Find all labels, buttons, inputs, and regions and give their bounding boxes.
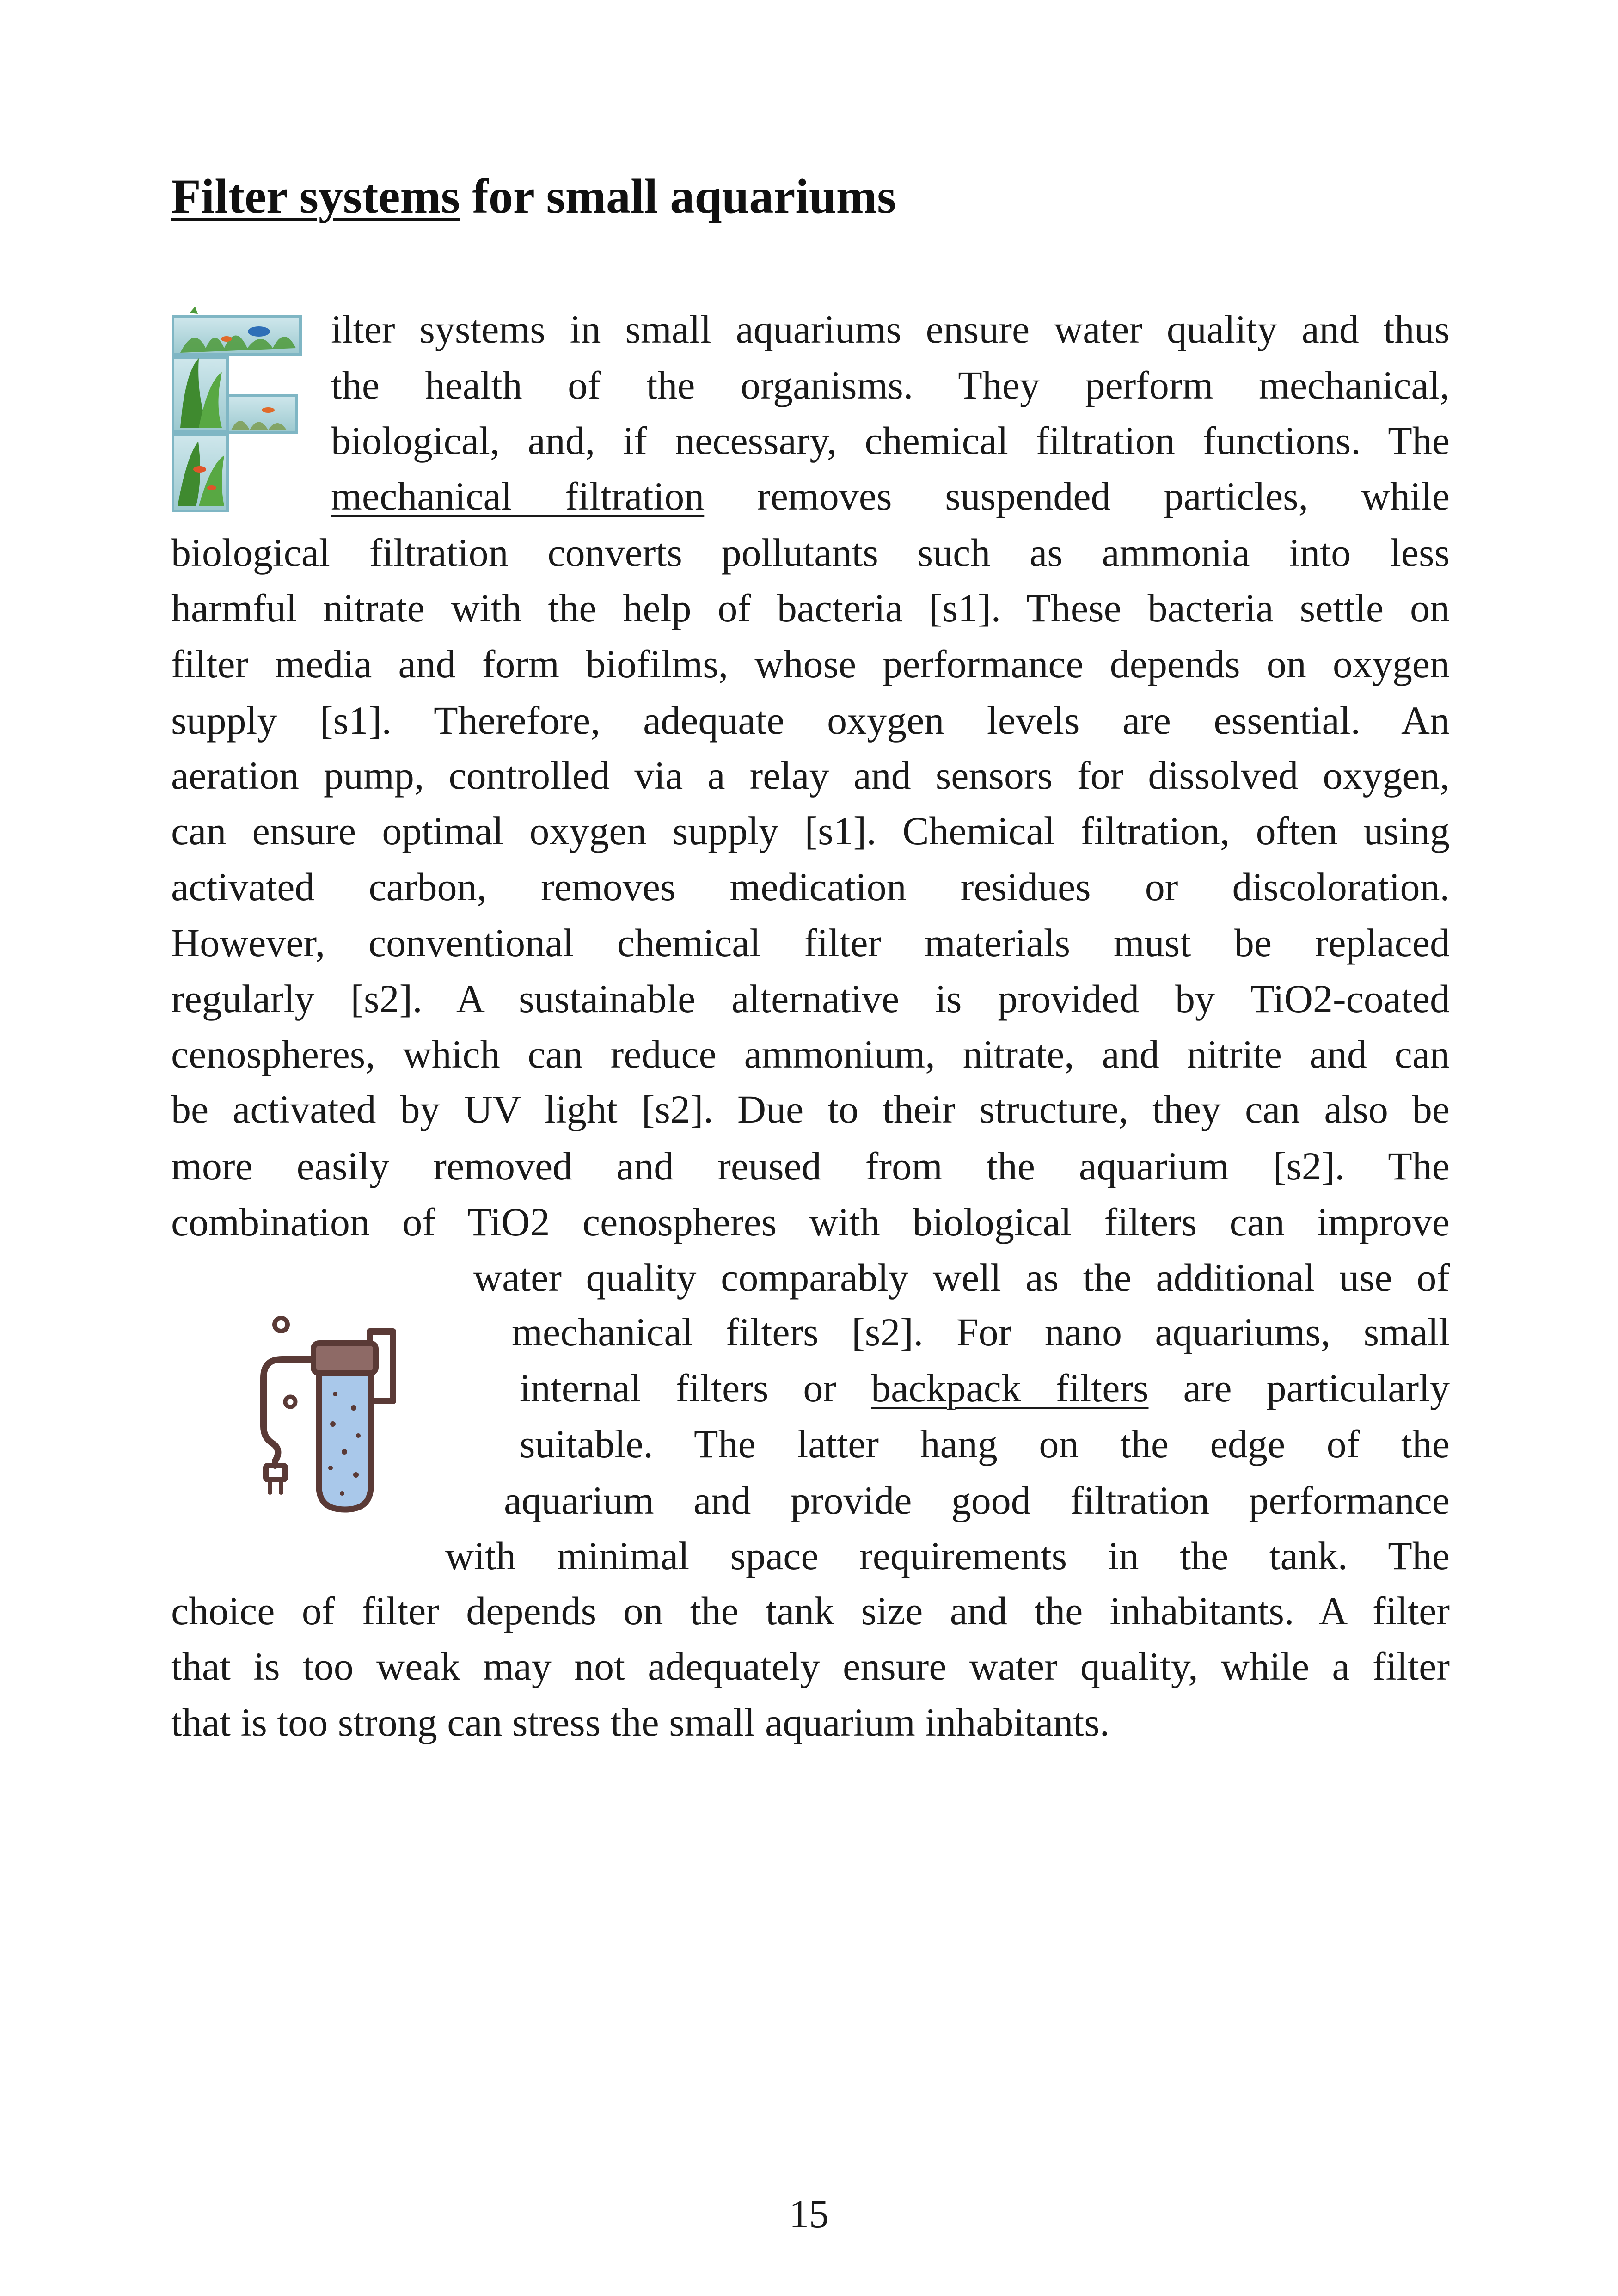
text-line: that is too weak may not adequately ensure water quality, while a filter <box>171 1644 1450 1688</box>
underlined-term: backpack filters <box>871 1366 1149 1410</box>
title-rest: for small aquariums <box>460 169 896 223</box>
text-line: filter media and form biofilms, whose performance depends on oxygen <box>171 642 1450 686</box>
text-line: biological filtration converts pollutants such as ammonia into less <box>171 530 1450 575</box>
text-line: mechanical filtration removes suspended particles, while <box>331 474 1450 518</box>
page-number: 15 <box>789 2192 829 2236</box>
text-line: suitable. The latter hang on the edge of the <box>520 1422 1450 1466</box>
text-line: be activated by UV light [s2]. Due to their structure, they can also be <box>171 1087 1450 1131</box>
aquarium-letter-f-icon <box>171 303 303 513</box>
text-line: activated carbon, removes medication residues or discoloration. <box>171 865 1450 909</box>
text-line: water quality comparably well as the additional use of <box>473 1255 1450 1300</box>
text-line: combination of TiO2 cenospheres with biological filters can improve <box>171 1200 1450 1244</box>
underlined-term: mechanical filtration <box>331 474 705 518</box>
text-line: ilter systems in small aquariums ensure water quality and thus <box>331 307 1450 351</box>
text-line: the health of the organisms. They perform mechanical, <box>331 363 1450 407</box>
text-line: mechanical filters [s2]. For nano aquariums, small <box>512 1310 1450 1354</box>
text-line: choice of filter depends on the tank size and the inhabitants. A filter <box>171 1589 1450 1633</box>
text-line: can ensure optimal oxygen supply [s1]. Chemical filtration, often using <box>171 809 1450 853</box>
text-line: that is too strong can stress the small aquarium inhabitants. <box>171 1700 1110 1744</box>
text-line: internal filters or backpack filters are particularly <box>520 1366 1450 1410</box>
text-line: aeration pump, controlled via a relay and sensors for dissolved oxygen, <box>171 753 1450 798</box>
text-line: with minimal space requirements in the tank. The <box>445 1534 1450 1578</box>
text-line: more easily removed and reused from the aquarium [s2]. The <box>171 1144 1450 1188</box>
aquarium-filter-icon <box>240 1313 411 1516</box>
text-line: cenospheres, which can reduce ammonium, nitrate, and nitrite and can <box>171 1032 1450 1076</box>
text-line: biological, and, if necessary, chemical filtration functions. The <box>331 418 1450 463</box>
text-line: regularly [s2]. A sustainable alternative is provided by TiO2-coated <box>171 976 1450 1021</box>
text-line: aquarium and provide good filtration performance <box>504 1478 1450 1522</box>
text-line: supply [s1]. Therefore, adequate oxygen levels are essential. An <box>171 698 1450 743</box>
page-title <box>171 169 896 223</box>
title-underlined-part: Filter systems <box>171 169 460 223</box>
text-line: harmful nitrate with the help of bacteria [s1]. These bacteria settle on <box>171 586 1450 630</box>
text-line: However, conventional chemical filter materials must be replaced <box>171 921 1450 965</box>
